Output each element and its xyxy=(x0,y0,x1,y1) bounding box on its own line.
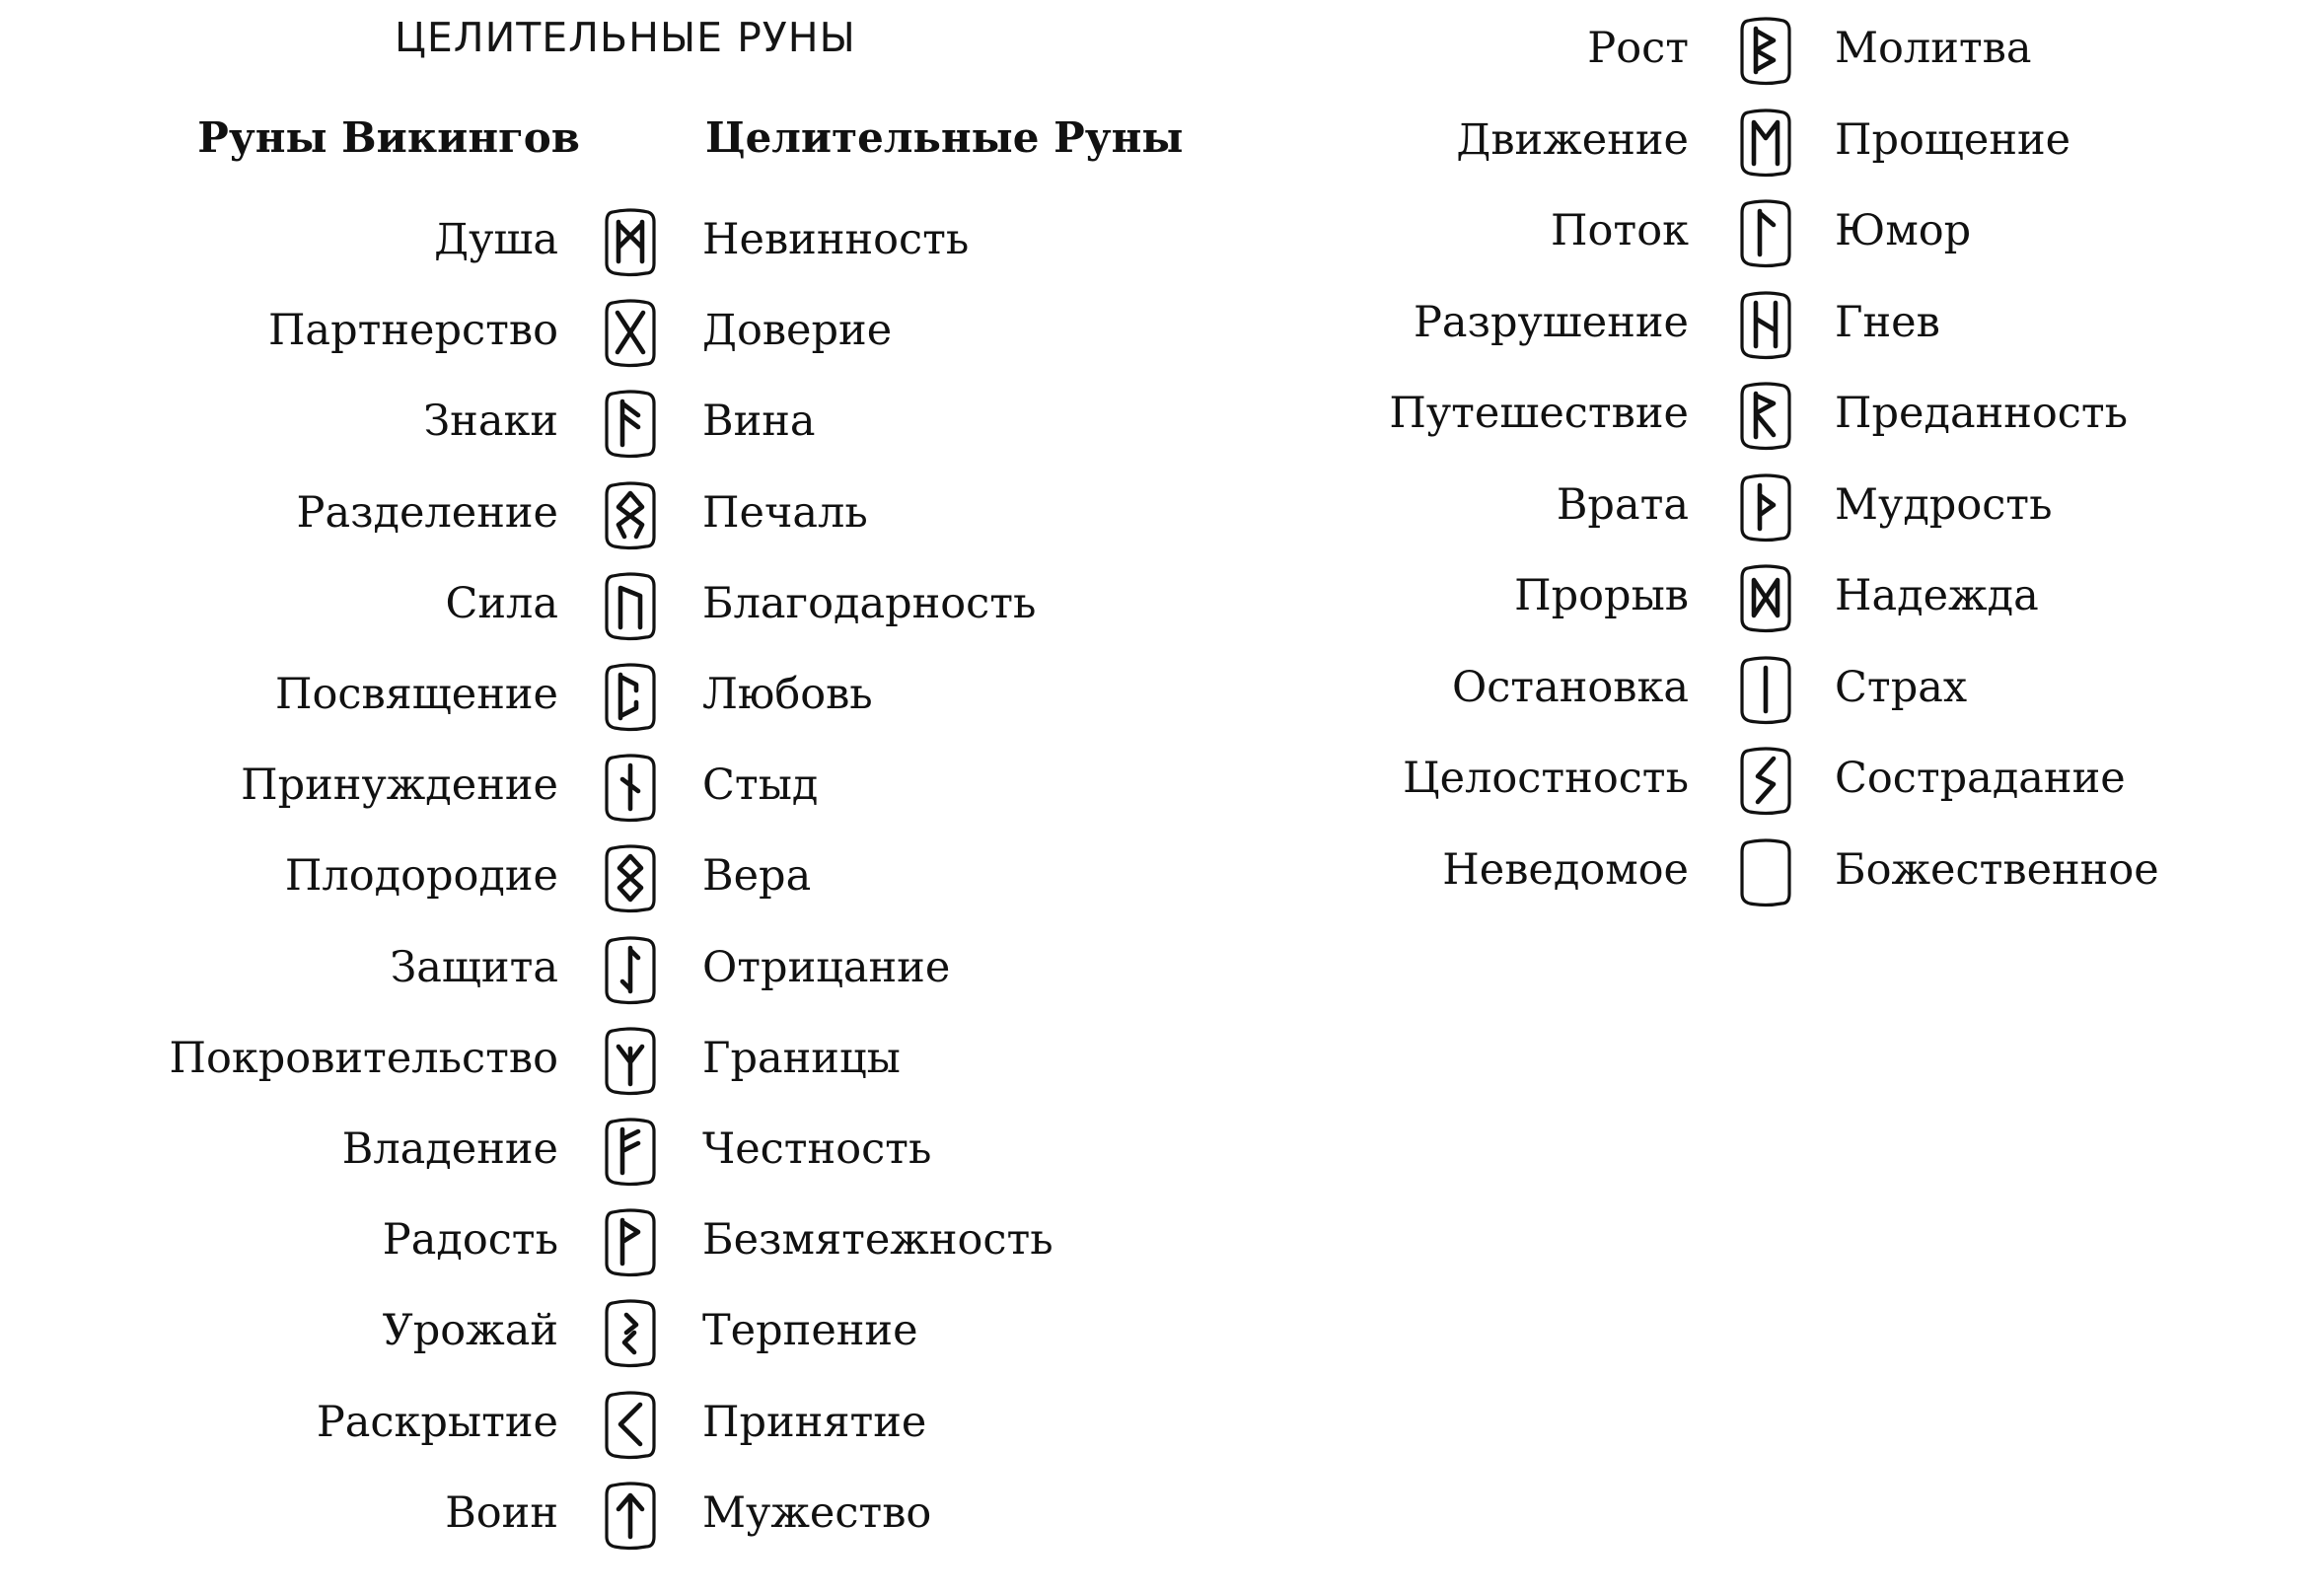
blank-rune-icon xyxy=(1738,836,1793,907)
viking-rune-name: Разделение xyxy=(296,487,558,538)
viking-rune-name: Раскрытие xyxy=(316,1397,558,1447)
healing-rune-name: Надежда xyxy=(1835,571,2039,620)
teiwaz-icon xyxy=(603,1480,658,1551)
viking-rune-name: Остановка xyxy=(1451,662,1689,712)
healing-rune-name: Принятие xyxy=(702,1397,927,1447)
healing-rune-name: Границы xyxy=(702,1033,901,1083)
healing-rune-name: Гнев xyxy=(1835,297,1940,347)
rune-row xyxy=(0,466,2324,544)
viking-rune-name: Целостность xyxy=(1403,754,1689,803)
rune-row xyxy=(0,191,2324,270)
sowelu-icon xyxy=(1738,745,1793,816)
header-viking-runes: Руны Викингов xyxy=(197,113,580,162)
berkana-icon xyxy=(1738,15,1793,86)
viking-rune-name: Разрушение xyxy=(1413,297,1689,347)
eihwaz-icon xyxy=(603,934,658,1005)
viking-rune-name: Владение xyxy=(341,1124,558,1174)
rune-row xyxy=(0,374,2324,453)
healing-rune-name: Любовь xyxy=(702,670,873,719)
healing-rune-name: Стыд xyxy=(702,761,819,811)
healing-rune-name: Вина xyxy=(702,397,816,447)
rune-row xyxy=(0,101,2324,180)
rune-row xyxy=(0,1019,2324,1098)
healing-rune-name: Юмор xyxy=(1835,206,1972,255)
page-title: ЦЕЛИТЕЛЬНЫЕ РУНЫ xyxy=(395,14,856,61)
rune-row xyxy=(0,1474,2324,1553)
viking-rune-name: Врата xyxy=(1556,479,1689,530)
viking-rune-name: Душа xyxy=(434,215,558,264)
healing-rune-name: Мужество xyxy=(702,1487,932,1538)
healing-rune-name: Преданность xyxy=(1835,389,2129,438)
viking-rune-name: Урожай xyxy=(382,1306,558,1356)
healing-rune-name: Благодарность xyxy=(702,578,1037,628)
jera-icon xyxy=(603,1297,658,1368)
viking-rune-name: Партнерство xyxy=(267,306,558,356)
rune-row xyxy=(0,648,2324,727)
healing-rune-name: Мудрость xyxy=(1835,479,2053,530)
viking-rune-name: Защита xyxy=(390,942,558,992)
fehu-icon xyxy=(603,1116,658,1187)
healing-rune-name: Невинность xyxy=(702,215,970,264)
laguz-icon xyxy=(1738,197,1793,268)
viking-rune-name: Посвящение xyxy=(275,670,558,719)
healing-rune-name: Безмятежность xyxy=(702,1215,1053,1266)
rune-row xyxy=(0,1110,2324,1189)
viking-rune-name: Поток xyxy=(1551,206,1689,255)
ehwaz-icon xyxy=(1738,107,1793,178)
healing-rune-name: Печаль xyxy=(702,487,868,538)
rune-row xyxy=(0,556,2324,635)
viking-rune-name: Знаки xyxy=(423,397,558,447)
raido-icon xyxy=(1738,380,1793,451)
viking-rune-name: Движение xyxy=(1456,114,1689,165)
rune-row xyxy=(0,739,2324,818)
healing-rune-name: Страх xyxy=(1835,662,1968,712)
header-healing-runes: Целительные Руны xyxy=(705,113,1184,162)
viking-rune-name: Плодородие xyxy=(284,851,558,902)
viking-rune-name: Радость xyxy=(382,1215,558,1266)
viking-rune-name: Принуждение xyxy=(241,761,558,811)
rune-row xyxy=(0,283,2324,362)
hagalaz-icon xyxy=(1738,289,1793,360)
rune-row xyxy=(0,928,2324,1007)
healing-rune-name: Божественное xyxy=(1835,844,2159,895)
healing-rune-name: Терпение xyxy=(702,1306,918,1356)
viking-rune-name: Сила xyxy=(445,578,558,628)
viking-rune-name: Покровительство xyxy=(169,1033,558,1083)
healing-rune-name: Сострадание xyxy=(1835,754,2126,803)
viking-rune-name: Рост xyxy=(1587,24,1689,73)
isa-icon xyxy=(1738,654,1793,725)
viking-rune-name: Путешествие xyxy=(1389,389,1689,438)
viking-rune-name: Воин xyxy=(445,1487,558,1538)
healing-rune-name: Доверие xyxy=(702,306,893,356)
wunjo-icon xyxy=(603,1206,658,1277)
viking-rune-name: Прорыв xyxy=(1514,571,1689,620)
healing-rune-name: Вера xyxy=(702,851,812,902)
rune-row xyxy=(0,9,2324,88)
rune-row xyxy=(0,1383,2324,1462)
algiz-icon xyxy=(603,1025,658,1096)
healing-rune-name: Прощение xyxy=(1835,114,2071,165)
healing-rune-name: Молитва xyxy=(1835,24,2032,73)
dagaz-icon xyxy=(1738,562,1793,633)
viking-rune-name: Неведомое xyxy=(1442,844,1689,895)
rune-row xyxy=(0,831,2324,909)
rune-row xyxy=(0,1200,2324,1279)
thurisaz-icon xyxy=(1738,471,1793,543)
healing-rune-name: Честность xyxy=(702,1124,932,1174)
kano-icon xyxy=(603,1389,658,1460)
rune-row xyxy=(0,1291,2324,1370)
healing-rune-name: Отрицание xyxy=(702,942,951,992)
